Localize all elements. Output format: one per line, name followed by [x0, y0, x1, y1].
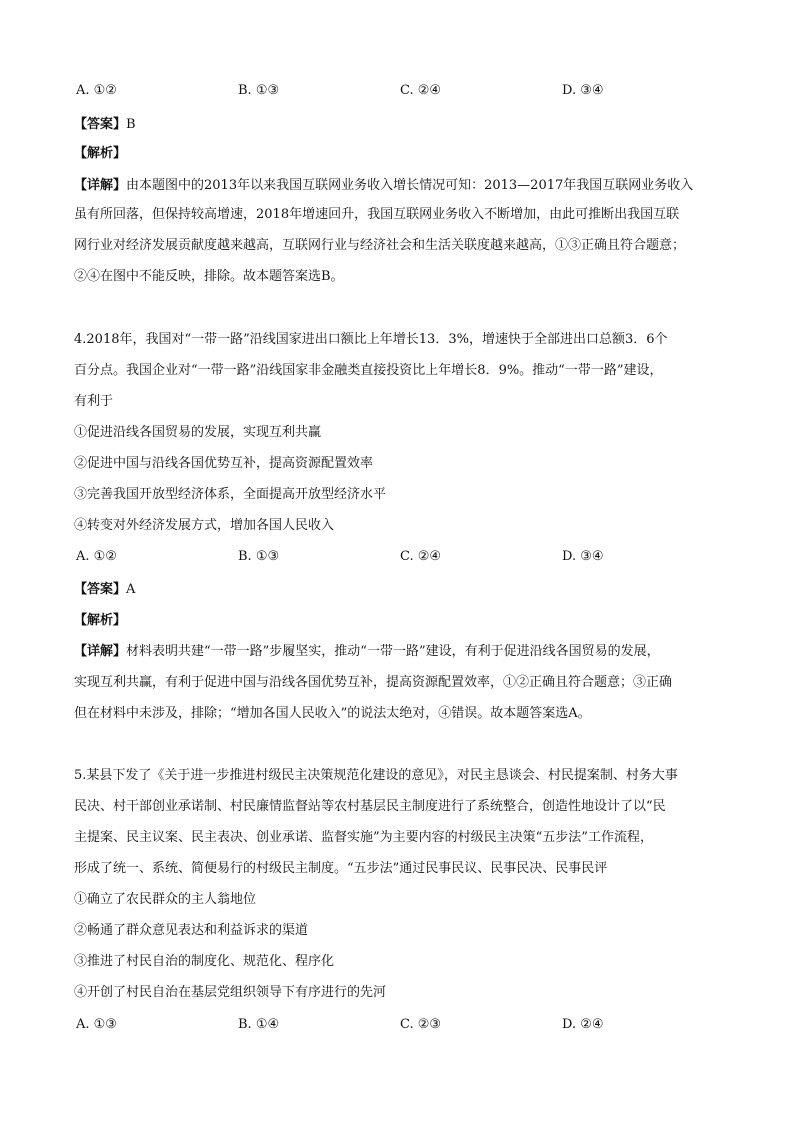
q4-detail-line-1 — [74, 643, 660, 661]
q5-choice-2: ②畅通了群众意见表达和利益诉求的渠道 — [74, 923, 309, 938]
q3-option-b: B. ①③ — [238, 83, 280, 98]
q4-detail-line-2: 实现互利共赢，有利于促进中国与沿线各国优势互补，提高资源配置效率，①②正确且符合题意；③正确 — [74, 675, 673, 690]
q3-option-a: A. ①② — [76, 83, 117, 98]
q3-detail-line-1 — [74, 177, 693, 195]
q3-answer — [74, 116, 136, 134]
q3-option-c: C. ②④ — [400, 83, 442, 98]
q3-options — [74, 82, 734, 100]
q4-option-c: C. ②④ — [400, 549, 442, 564]
q3-detail-text-1: 由本题图中的2013年以来我国互联网业务收入增长情况可知：2013—2017年我国互联网业务收入 — [126, 178, 694, 193]
q4-option-b: B. ①③ — [238, 549, 280, 564]
q5-stem-line-1: 5.某县下发了《关于进一步推进村级民主决策规范化建设的意见》，对民主恳谈会、村民提案制、村务大事 — [74, 768, 678, 783]
q4-answer-value: A — [126, 582, 136, 597]
q5-option-b: B. ①④ — [238, 1017, 280, 1032]
q3-answer-label: 【答案】 — [74, 117, 127, 132]
q4-choice-3: ③完善我国开放型经济体系，全面提高开放型经济水平 — [74, 487, 387, 502]
q3-analysis-label: 【解析】 — [74, 146, 127, 161]
q5-option-c: C. ②③ — [400, 1017, 442, 1032]
q5-stem-line-3: 主提案、民主议案、民主表决、创业承诺、监督实施”为主要内容的村级民主决策“五步法”工作流程， — [74, 830, 653, 845]
q3-detail-line-2: 虽有所回落，但保持较高增速，2018年增速回升，我国互联网业务收入不断增加，由此可推断出我国互联 — [74, 207, 680, 222]
q4-detail-label: 【详解】 — [74, 644, 127, 659]
q4-option-a: A. ①② — [76, 549, 117, 564]
q3-answer-value: B — [126, 117, 136, 132]
q3-option-d: D. ③④ — [562, 83, 604, 98]
q5-choice-3: ③推进了村民自治的制度化、规范化、程序化 — [74, 954, 335, 969]
q4-detail-line-3: 但在材料中未涉及，排除；“增加各国人民收入”的说法太绝对，④错误。故本题答案选A。 — [74, 706, 591, 721]
q3-detail-label: 【详解】 — [74, 178, 127, 193]
q5-option-a: A. ①③ — [76, 1017, 117, 1032]
q4-choice-2: ②促进中国与沿线各国优势互补，提高资源配置效率 — [74, 456, 374, 471]
q4-stem-line-3: 有利于 — [74, 394, 114, 409]
q4-answer — [74, 581, 135, 599]
q5-choice-4: ④开创了村民自治在基层党组织领导下有序进行的先河 — [74, 985, 387, 1000]
q3-detail-line-3: 网行业对经济发展贡献度越来越高，互联网行业与经济社会和生活关联度越来越高，①③正确且符合题意； — [74, 238, 686, 253]
q4-answer-label: 【答案】 — [74, 582, 127, 597]
q4-option-d: D. ③④ — [562, 549, 604, 564]
q4-detail-text-1: 材料表明共建“一带一路”步履坚实，推动“一带一路”建设，有利于促进沿线各国贸易的发展， — [126, 644, 660, 659]
q4-stem-line-1: 4.2018年，我国对“一带一路”沿线国家进出口额比上年增长13．3%，增速快于全部进出口总额3．6个 — [74, 332, 668, 347]
q4-stem-line-2: 百分点。我国企业对“一带一路”沿线国家非金融类直接投资比上年增长8．9%。推动“一带一路”建设， — [74, 363, 663, 378]
q4-analysis-label: 【解析】 — [74, 613, 127, 628]
q5-option-d: D. ②④ — [562, 1017, 604, 1032]
q5-choice-1: ①确立了农民群众的主人翁地位 — [74, 892, 257, 907]
q4-choice-1: ①促进沿线各国贸易的发展，实现互利共赢 — [74, 425, 322, 440]
q4-choice-4: ④转变对外经济发展方式，增加各国人民收入 — [74, 518, 335, 533]
q5-stem-line-4: 形成了统一、系统、简便易行的村级民主制度。“五步法”通过民事民议、民事民决、民事民评 — [74, 861, 608, 876]
q3-detail-line-4: ②④在图中不能反映，排除。故本题答案选B。 — [74, 269, 344, 284]
q5-stem-line-2: 民决、村干部创业承诺制、村民廉情监督站等农村基层民主制度进行了系统整合，创造性地设计了以“民 — [74, 799, 666, 814]
q5-options — [74, 1016, 734, 1034]
q4-options — [74, 548, 734, 566]
